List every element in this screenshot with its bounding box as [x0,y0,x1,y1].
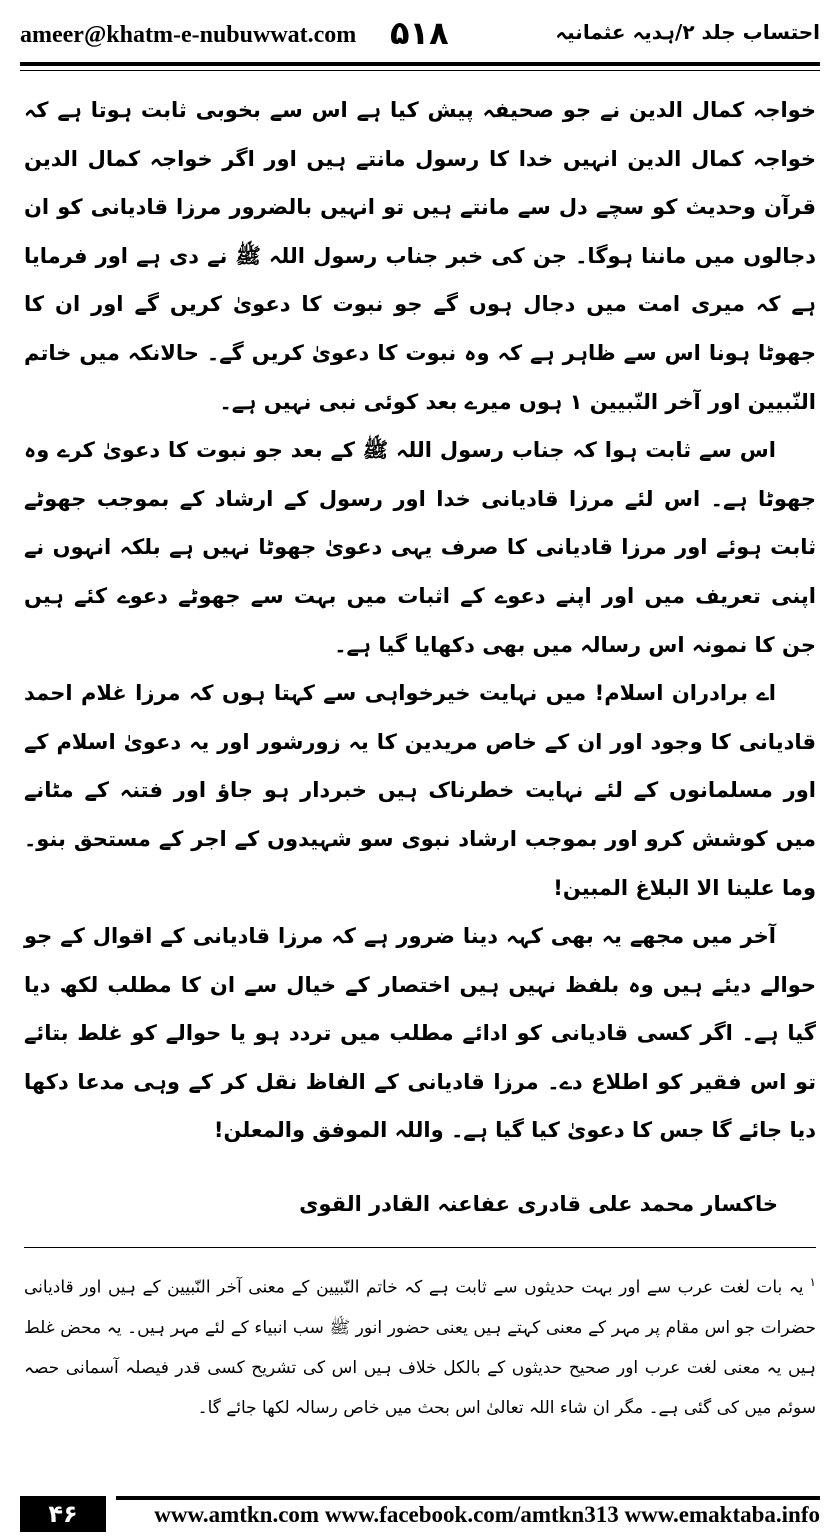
footer-rule [116,1496,820,1500]
page-footer [20,1496,820,1532]
footnote-rule [24,1247,816,1248]
footnote-marker: ۱ [809,1275,816,1289]
paragraph: اس سے ثابت ہوا کہ جناب رسول اللہ ﷺ کے بعد جو نبوت کا دعویٰ کرے وہ جھوٹا ہے۔ اس لئے مرزا قادیانی خدا اور رسول کے ارشاد کے بموجب جھوٹے ثابت ہوئے اور مرزا قادیانی کا صرف یہی دعویٰ جھوٹا نہیں ہے بلکہ انہوں نے اپنی تعریف میں اور اپنے دعوے کے اثبات میں بہت سے جھوٹے دعوے کئے ہیں جن کا نمونہ اس رسالہ میں بھی دکھایا گیا ہے۔ [24,438,816,657]
footer-links: www.amtkn.com www.facebook.com/amtkn313 www.emaktaba.info [154,1502,820,1527]
main-text [24,86,816,1155]
header-rule [20,62,820,66]
header-book-title: احتساب جلد ۲/ہدیہ عثمانیہ [555,20,820,44]
header-rule-thin [20,70,820,71]
paragraph: آخر میں مجھے یہ بھی کہہ دینا ضرور ہے کہ مرزا قادیانی کے اقوال کے جو حوالے دیئے ہیں وہ بلفظ نہیں ہیں اختصار کے خیال سے ان کا مطلب لکھ دیا گیا ہے۔ اگر کسی قادیانی کو ادائے مطلب میں تردد ہو یا حوالے کو غلط بتائے تو اس فقیر کو اطلاع دے۔ مرزا قادیانی کے الفاظ نقل کر کے وہی مدعا دکھا دیا جائے گا جس کا دعویٰ کیا گیا ہے۔ واللہ الموفق والمعلن! [24,924,816,1143]
page-header [20,14,820,58]
paragraph: اے برادران اسلام! میں نہایت خیرخواہی سے کہتا ہوں کہ مرزا غلام احمد قادیانی کا وجود اور ان کے خاص مریدین کا یہ زورشور اور یہ دعویٰ اسلام کے اور مسلمانوں کے لئے نہایت خطرناک ہیں خبردار ہو جاؤ اور فتنہ کے مٹانے میں کوشش کرو اور بموجب ارشاد نبوی سو شہیدوں کے اجر کے مستحق بنو۔ وما علینا الا البلاغ المبین! [24,681,816,900]
signature: خاکسار محمد علی قادری عفاعنہ القادر القوی [299,1192,778,1216]
footnote [24,1262,816,1428]
footnote-text: یہ بات لغت عرب سے اور بہت حدیثوں سے ثابت ہے کہ خاتم النّبیین کے معنی آخر النّبیین کے ہیں اور قادیانی حضرات جو اس مقام پر مہر کے معنی کہتے ہیں یعنی حضور انور ﷺ سب انبیاء کے لئے مہر ہیں۔ یہ محض غلط ہیں یہ معنی لغت عرب اور صحیح حدیثوں کے بالکل خلاف ہیں اس کی تشریح کسی قدر فیصلہ آسمانی حصہ سوئم میں کی گئی ہے۔ مگر ان شاء اللہ تعالیٰ اس بحث میں خاص رسالہ لکھا جائے گا۔ [24,1277,816,1418]
paragraph: خواجہ کمال الدین نے جو صحیفہ پیش کیا ہے اس سے بخوبی ثابت ہوتا ہے کہ خواجہ کمال الدین انہیں خدا کا رسول مانتے ہیں اور اگر خواجہ کمال الدین قرآن وحدیث کو سچے دل سے مانتے ہیں تو انہیں بالضرور مرزا قادیانی کو ان دجالوں میں ماننا ہوگا۔ جن کی خبر جناب رسول اللہ ﷺ نے دی ہے اور فرمایا ہے کہ میری امت میں دجال ہوں گے جو نبوت کا دعویٰ کریں گے اور ان کا جھوٹا ہونا اس سے ظاہر ہے کہ وہ نبوت کا دعویٰ کریں گے۔ حالانکہ میں خاتم النّبیین اور آخر النّبیین ۱ ہوں میرے بعد کوئی نبی نہیں ہے۔ [24,98,816,414]
footer-page-number: ۴۶ [20,1496,106,1532]
header-page-number: ۵۱۸ [390,14,449,52]
header-email: ameer@khatm-e-nubuwwat.com [20,22,357,48]
